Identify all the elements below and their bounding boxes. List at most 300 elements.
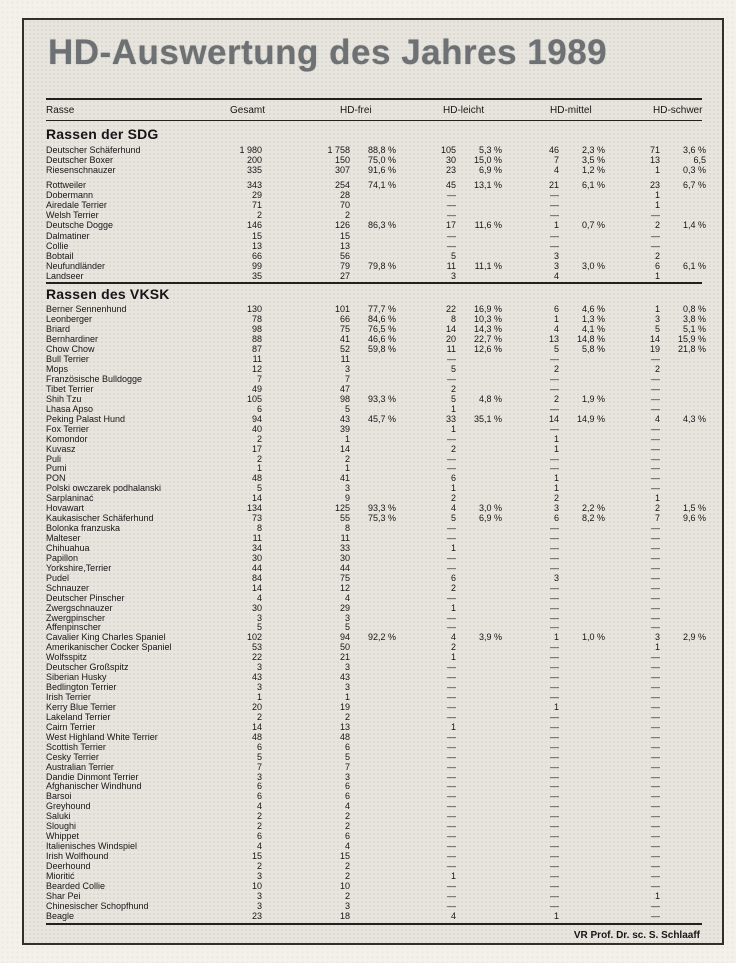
cell-gesamt: 11 <box>252 533 262 543</box>
cell-hd-leicht-pct: 14,3 % <box>473 324 502 335</box>
cell-hd-leicht-pct <box>456 200 502 210</box>
cell-gesamt: 35 <box>251 271 262 282</box>
cell-breed-name: Shih Tzu <box>46 393 82 404</box>
cell-hd-frei-pct: 93,3 % <box>367 503 396 514</box>
cell-hd-mittel-pct <box>559 544 605 554</box>
cell-hd-leicht-pct <box>456 524 502 534</box>
cell-hd-schwer-count: — <box>651 374 660 384</box>
cell-hd-schwer-pct <box>660 365 706 375</box>
cell-hd-mittel-count: — <box>550 592 559 603</box>
table-row <box>46 355 706 365</box>
table-row <box>46 464 706 474</box>
cell-hd-leicht-pct <box>456 842 502 852</box>
cell-hd-leicht-pct <box>456 653 502 663</box>
cell-hd-mittel-pct <box>559 190 605 200</box>
cell-hd-schwer-pct <box>660 594 706 604</box>
cell-breed-name: Kaukasischer Schäferhund <box>46 513 154 524</box>
cell-hd-leicht-pct <box>456 271 502 281</box>
cell-gesamt: 1 980 <box>239 145 262 155</box>
table-row <box>46 524 706 534</box>
cell-hd-leicht-pct <box>456 375 502 385</box>
cell-hd-leicht-pct: 5,3 % <box>478 145 502 155</box>
cell-hd-mittel-count: 46 <box>548 145 559 155</box>
cell-hd-schwer-count: — <box>651 900 660 911</box>
cell-gesamt: 43 <box>251 672 262 683</box>
cell-hd-frei-count: 3 <box>344 483 350 494</box>
cell-breed-name: Hovawart <box>46 503 85 514</box>
cell-hd-schwer-pct <box>660 773 706 783</box>
cell-hd-leicht-count: 1 <box>450 721 456 732</box>
cell-hd-mittel-pct: 14,9 % <box>576 413 605 424</box>
cell-hd-leicht-count: 3 <box>450 271 456 282</box>
cell-hd-frei-pct <box>350 425 396 435</box>
cell-breed-name: Cesky Terrier <box>46 751 99 762</box>
cell-hd-mittel-count: — <box>550 523 559 534</box>
cell-hd-leicht-count: 1 <box>450 423 456 434</box>
cell-hd-frei-count: 27 <box>339 271 350 282</box>
cell-hd-leicht-pct <box>456 365 502 375</box>
cell-breed-name: Peking Palast Hund <box>46 413 126 424</box>
cell-hd-mittel-pct <box>559 832 605 842</box>
cell-gesamt: 94 <box>251 413 262 424</box>
cell-hd-leicht-count: — <box>447 900 456 911</box>
cell-hd-schwer-pct <box>660 902 706 912</box>
cell-hd-mittel-pct <box>559 723 605 733</box>
cell-hd-frei-pct <box>350 872 396 882</box>
cell-hd-mittel-count: — <box>550 642 559 653</box>
table-row <box>46 912 706 922</box>
cell-hd-mittel-pct <box>559 683 605 693</box>
cell-hd-frei-count: 4 <box>344 801 350 812</box>
table-row <box>46 455 706 465</box>
cell-hd-leicht-pct <box>456 474 502 484</box>
cell-hd-schwer-pct <box>660 200 706 210</box>
cell-hd-schwer-pct <box>660 464 706 474</box>
cell-hd-leicht-pct <box>456 763 502 773</box>
cell-hd-frei-count: 14 <box>339 443 350 454</box>
cell-hd-mittel-pct <box>559 792 605 802</box>
cell-hd-mittel-pct <box>559 554 605 564</box>
cell-hd-mittel-pct <box>559 753 605 763</box>
cell-gesamt: 34 <box>251 542 262 553</box>
cell-hd-leicht-count: — <box>447 692 456 702</box>
cell-hd-leicht-pct <box>456 713 502 723</box>
cell-gesamt: 13 <box>251 240 262 251</box>
cell-hd-mittel-count: — <box>550 552 559 563</box>
table-row <box>46 435 706 445</box>
cell-hd-leicht-count: — <box>447 463 456 474</box>
cell-hd-frei-count: 3 <box>344 364 350 375</box>
cell-hd-schwer-pct <box>660 251 706 261</box>
cell-hd-schwer-pct <box>660 653 706 663</box>
cell-hd-mittel-pct <box>559 872 605 882</box>
cell-hd-schwer-pct <box>660 524 706 534</box>
cell-hd-frei-pct: 74,1 % <box>367 179 396 190</box>
cell-hd-leicht-count: — <box>447 453 456 464</box>
cell-hd-frei-pct <box>350 822 396 832</box>
cell-hd-frei-pct <box>350 251 396 261</box>
cell-breed-name: Dalmatiner <box>46 230 90 241</box>
cell-hd-frei-pct <box>350 812 396 822</box>
table-row <box>46 822 706 832</box>
cell-hd-frei-pct <box>350 445 396 455</box>
cell-breed-name: Wolfsspitz <box>46 652 87 663</box>
cell-hd-leicht-count: 5 <box>450 513 456 524</box>
cell-hd-schwer-pct: 3,8 % <box>682 314 706 325</box>
cell-hd-frei-count: 28 <box>339 189 350 200</box>
cell-hd-schwer-count: 1 <box>654 271 660 282</box>
table-row <box>46 210 706 220</box>
cell-gesamt: 48 <box>251 473 262 484</box>
cell-hd-frei-count: 15 <box>339 851 350 861</box>
cell-hd-frei-count: 7 <box>344 761 350 772</box>
cell-hd-leicht-pct <box>456 614 502 624</box>
cell-breed-name: Kuvasz <box>46 443 76 454</box>
cell-hd-frei-count: 101 <box>334 304 350 315</box>
cell-hd-leicht-count: — <box>447 731 456 742</box>
cell-hd-mittel-count: 14 <box>548 413 559 424</box>
cell-hd-schwer-pct <box>660 703 706 713</box>
cell-hd-schwer-pct <box>660 271 706 281</box>
cell-hd-frei-pct: 46,6 % <box>367 334 396 345</box>
cell-gesamt: 30 <box>251 552 262 563</box>
cell-hd-mittel-pct <box>559 365 605 375</box>
cell-hd-leicht-count: — <box>447 711 456 722</box>
cell-hd-frei-count: 79 <box>339 261 350 272</box>
cell-hd-schwer-pct: 1,5 % <box>682 503 706 514</box>
cell-hd-frei-count: 18 <box>339 910 350 921</box>
cell-hd-leicht-pct: 12,6 % <box>473 344 502 355</box>
cell-hd-leicht-pct <box>456 812 502 822</box>
cell-hd-leicht-pct <box>456 822 502 832</box>
cell-hd-frei-count: 2 <box>344 821 350 832</box>
cell-hd-mittel-pct <box>559 733 605 743</box>
cell-hd-frei-count: 3 <box>344 612 350 623</box>
cell-hd-schwer-pct: 1,4 % <box>682 220 706 231</box>
cell-gesamt: 98 <box>251 324 262 335</box>
cell-hd-mittel-pct <box>559 614 605 624</box>
cell-hd-schwer-pct <box>660 425 706 435</box>
cell-hd-leicht-count: — <box>447 354 456 365</box>
cell-hd-leicht-count: 45 <box>445 179 456 190</box>
cell-gesamt: 2 <box>256 811 262 822</box>
cell-hd-schwer-count: — <box>651 791 660 802</box>
cell-hd-leicht-pct <box>456 792 502 802</box>
cell-hd-frei-count: 50 <box>339 642 350 653</box>
cell-hd-schwer-count: — <box>651 423 660 434</box>
cell-hd-leicht-count: — <box>447 612 456 623</box>
cell-gesamt: 22 <box>251 652 262 663</box>
cell-hd-mittel-pct <box>559 524 605 534</box>
cell-hd-frei-pct <box>350 683 396 693</box>
cell-hd-mittel-pct: 6,1 % <box>581 179 605 190</box>
cell-hd-leicht-count: 23 <box>445 165 456 176</box>
cell-hd-frei-count: 126 <box>334 220 350 231</box>
cell-hd-mittel-count: 4 <box>553 271 559 282</box>
cell-hd-schwer-pct <box>660 584 706 594</box>
cell-gesamt: 73 <box>251 513 262 524</box>
cell-hd-mittel-pct: 1,2 % <box>581 165 605 176</box>
cell-hd-mittel-count: 6 <box>553 513 559 524</box>
cell-hd-leicht-count: 11 <box>446 261 456 272</box>
cell-breed-name: Shar Pei <box>46 890 81 901</box>
cell-hd-mittel-pct <box>559 782 605 792</box>
table-row <box>46 902 706 912</box>
section-heading-vksk: Rassen des VKSK <box>46 286 170 303</box>
cell-hd-leicht-count: 20 <box>445 334 456 345</box>
cell-hd-mittel-pct <box>559 375 605 385</box>
cell-hd-schwer-pct <box>660 812 706 822</box>
cell-hd-leicht-count: 8 <box>450 314 456 325</box>
cell-hd-leicht-count: — <box>447 751 456 762</box>
cell-hd-leicht-count: — <box>447 592 456 603</box>
cell-hd-leicht-count: — <box>447 841 456 852</box>
cell-gesamt: 87 <box>251 344 262 355</box>
cell-gesamt: 5 <box>256 751 262 762</box>
cell-gesamt: 6 <box>256 831 262 842</box>
cell-hd-mittel-pct: 1,0 % <box>581 632 605 643</box>
cell-hd-schwer-pct <box>660 375 706 385</box>
cell-hd-schwer-pct <box>660 455 706 465</box>
cell-hd-frei-pct <box>350 802 396 812</box>
cell-hd-mittel-count: — <box>550 582 559 593</box>
cell-hd-leicht-count: 11 <box>446 344 456 355</box>
cell-hd-schwer-count: — <box>651 533 660 543</box>
cell-breed-name: Lhasa Apso <box>46 403 94 414</box>
cell-hd-schwer-count: — <box>651 841 660 852</box>
cell-hd-frei-pct <box>350 554 396 564</box>
cell-gesamt: 15 <box>251 230 262 241</box>
cell-hd-frei-pct <box>350 673 396 683</box>
cell-breed-name: Riesenschnauzer <box>46 165 116 176</box>
cell-hd-frei-pct <box>350 455 396 465</box>
table-column-header <box>46 100 702 120</box>
cell-hd-schwer-count: — <box>651 910 660 921</box>
cell-hd-mittel-count: — <box>550 741 559 752</box>
cell-breed-name: Irish Wolfhound <box>46 851 109 861</box>
cell-hd-leicht-pct: 16,9 % <box>473 304 502 315</box>
table-row <box>46 763 706 773</box>
cell-hd-frei-pct <box>350 534 396 544</box>
cell-hd-schwer-count: — <box>651 230 660 241</box>
cell-hd-schwer-count: — <box>651 602 660 613</box>
cell-hd-schwer-pct <box>660 733 706 743</box>
table-row <box>46 773 706 783</box>
cell-hd-schwer-pct: 0,8 % <box>682 304 706 315</box>
cell-gesamt: 343 <box>246 179 262 190</box>
cell-hd-mittel-pct <box>559 271 605 281</box>
cell-hd-schwer-pct <box>660 763 706 773</box>
cell-hd-schwer-count: — <box>651 523 660 534</box>
cell-hd-leicht-count: 1 <box>450 870 456 881</box>
cell-hd-mittel-pct: 0,7 % <box>581 220 605 231</box>
cell-hd-leicht-count: — <box>447 199 456 210</box>
cell-hd-schwer-pct: 6,5 <box>693 155 706 166</box>
cell-hd-frei-count: 56 <box>339 250 350 261</box>
column-header-hd-leicht: HD-leicht <box>443 105 485 116</box>
cell-hd-leicht-count: — <box>447 771 456 782</box>
cell-hd-leicht-count: — <box>447 189 456 200</box>
cell-breed-name: Zwergpinscher <box>46 612 106 623</box>
cell-hd-mittel-pct <box>559 653 605 663</box>
column-header-hd-frei: HD-frei <box>340 105 372 116</box>
cell-hd-frei-pct <box>350 564 396 574</box>
table-row <box>46 484 706 494</box>
cell-hd-schwer-pct <box>660 792 706 802</box>
cell-hd-schwer-pct <box>660 544 706 554</box>
cell-hd-mittel-count: 7 <box>553 155 559 166</box>
cell-hd-schwer-count: 6 <box>654 261 660 272</box>
cell-hd-schwer-pct: 3,6 % <box>682 145 706 155</box>
document-frame <box>22 18 724 945</box>
cell-breed-name: Französische Bulldogge <box>46 374 143 384</box>
cell-hd-frei-count: 1 758 <box>327 145 350 155</box>
cell-hd-frei-pct <box>350 842 396 852</box>
cell-hd-mittel-pct <box>559 484 605 494</box>
cell-hd-leicht-pct <box>456 455 502 465</box>
cell-hd-frei-count: 2 <box>344 210 350 221</box>
cell-hd-frei-pct <box>350 524 396 534</box>
cell-hd-mittel-pct: 1,3 % <box>581 314 605 325</box>
cell-hd-schwer-count: — <box>651 453 660 464</box>
cell-hd-frei-count: 43 <box>339 413 350 424</box>
cell-hd-frei-pct <box>350 693 396 703</box>
cell-hd-frei-count: 98 <box>339 393 350 404</box>
cell-hd-mittel-count: — <box>550 374 559 384</box>
cell-hd-frei-pct <box>350 643 396 653</box>
cell-gesamt: 6 <box>256 741 262 752</box>
cell-hd-mittel-count: — <box>550 612 559 623</box>
cell-hd-frei-pct <box>350 464 396 474</box>
cell-hd-leicht-pct: 13,1 % <box>473 179 502 190</box>
cell-hd-leicht-pct <box>456 584 502 594</box>
cell-hd-schwer-count: — <box>651 383 660 394</box>
cell-hd-leicht-pct <box>456 241 502 251</box>
cell-hd-frei-pct: 75,3 % <box>367 513 396 524</box>
cell-hd-leicht-pct <box>456 782 502 792</box>
cell-hd-leicht-count: 2 <box>450 383 456 394</box>
table-row <box>46 241 706 251</box>
cell-gesamt: 78 <box>251 314 262 325</box>
cell-hd-schwer-count: — <box>651 711 660 722</box>
cell-hd-schwer-pct <box>660 842 706 852</box>
cell-gesamt: 7 <box>256 374 262 384</box>
cell-breed-name: Neufundländer <box>46 261 106 272</box>
table-row <box>46 802 706 812</box>
table-row <box>46 165 706 175</box>
cell-hd-frei-count: 2 <box>344 870 350 881</box>
cell-hd-leicht-pct <box>456 882 502 892</box>
cell-hd-schwer-count: — <box>651 870 660 881</box>
cell-hd-schwer-count: 7 <box>654 513 660 524</box>
cell-breed-name: Tibet Terrier <box>46 383 94 394</box>
cell-breed-name: Deutscher Schäferhund <box>46 145 141 155</box>
table-row <box>46 812 706 822</box>
cell-hd-leicht-pct <box>456 802 502 812</box>
table-row <box>46 345 706 355</box>
cell-gesamt: 29 <box>251 189 262 200</box>
cell-breed-name: Deutscher Boxer <box>46 155 114 166</box>
cell-hd-schwer-count: 19 <box>649 344 660 355</box>
cell-hd-frei-pct: 86,3 % <box>367 220 396 231</box>
cell-breed-name: Papillon <box>46 552 79 563</box>
cell-hd-frei-count: 5 <box>344 622 350 633</box>
table-section-sdg <box>46 145 706 281</box>
cell-hd-schwer-pct: 6,1 % <box>682 261 706 272</box>
cell-hd-schwer-count: 3 <box>654 314 660 325</box>
cell-hd-frei-count: 3 <box>344 771 350 782</box>
cell-hd-leicht-pct <box>456 683 502 693</box>
cell-hd-frei-pct <box>350 231 396 241</box>
cell-hd-schwer-count: — <box>651 473 660 484</box>
cell-breed-name: Pumi <box>46 463 67 474</box>
cell-hd-mittel-count: 1 <box>553 314 559 325</box>
table-row <box>46 584 706 594</box>
cell-hd-mittel-pct <box>559 241 605 251</box>
cell-gesamt: 4 <box>256 801 262 812</box>
cell-gesamt: 99 <box>251 261 262 272</box>
cell-hd-frei-count: 5 <box>344 403 350 414</box>
cell-hd-mittel-pct: 4,6 % <box>581 304 605 315</box>
cell-hd-schwer-pct <box>660 693 706 703</box>
cell-gesamt: 2 <box>256 860 262 871</box>
cell-hd-leicht-pct: 11,6 % <box>474 220 502 231</box>
cell-gesamt: 88 <box>251 334 262 345</box>
cell-hd-leicht-count: 2 <box>450 443 456 454</box>
cell-hd-leicht-pct <box>456 544 502 554</box>
cell-breed-name: Bobtail <box>46 250 74 261</box>
cell-hd-frei-count: 2 <box>344 890 350 901</box>
table-row <box>46 564 706 574</box>
table-row <box>46 663 706 673</box>
cell-hd-leicht-count: 105 <box>440 145 456 155</box>
cell-hd-schwer-count: — <box>651 463 660 474</box>
cell-breed-name: Yorkshire,Terrier <box>46 562 112 573</box>
cell-hd-leicht-count: 1 <box>450 403 456 414</box>
cell-breed-name: Sarplaninać <box>46 493 94 504</box>
cell-hd-schwer-count: — <box>651 701 660 712</box>
cell-hd-leicht-pct: 3,0 % <box>478 503 502 514</box>
cell-hd-mittel-pct: 4,1 % <box>581 324 605 335</box>
cell-hd-leicht-pct <box>456 743 502 753</box>
cell-hd-leicht-pct: 6,9 % <box>478 165 502 176</box>
cell-hd-leicht-pct <box>456 912 502 922</box>
cell-hd-schwer-pct <box>660 872 706 882</box>
cell-hd-mittel-count: — <box>550 662 559 673</box>
cell-hd-schwer-pct <box>660 435 706 445</box>
table-row <box>46 544 706 554</box>
cell-hd-leicht-count: — <box>447 851 456 861</box>
cell-hd-mittel-pct <box>559 713 605 723</box>
cell-hd-frei-count: 8 <box>344 523 350 534</box>
page-title: HD-Auswertung des Jahres 1989 <box>48 33 608 72</box>
cell-hd-frei-count: 48 <box>339 731 350 742</box>
cell-breed-name: Rottweiler <box>46 179 87 190</box>
cell-hd-leicht-count: — <box>447 811 456 822</box>
cell-breed-name: West Highland White Terrier <box>46 731 158 742</box>
cell-hd-leicht-count: 2 <box>450 642 456 653</box>
cell-hd-frei-pct <box>350 753 396 763</box>
cell-hd-frei-pct <box>350 604 396 614</box>
cell-hd-schwer-pct <box>660 241 706 251</box>
cell-hd-frei-pct: 76,5 % <box>367 324 396 335</box>
table-row <box>46 792 706 802</box>
cell-hd-frei-count: 43 <box>339 672 350 683</box>
cell-hd-leicht-count: — <box>447 622 456 633</box>
cell-hd-schwer-count: — <box>651 240 660 251</box>
cell-hd-mittel-pct <box>559 355 605 365</box>
cell-hd-schwer-pct <box>660 643 706 653</box>
